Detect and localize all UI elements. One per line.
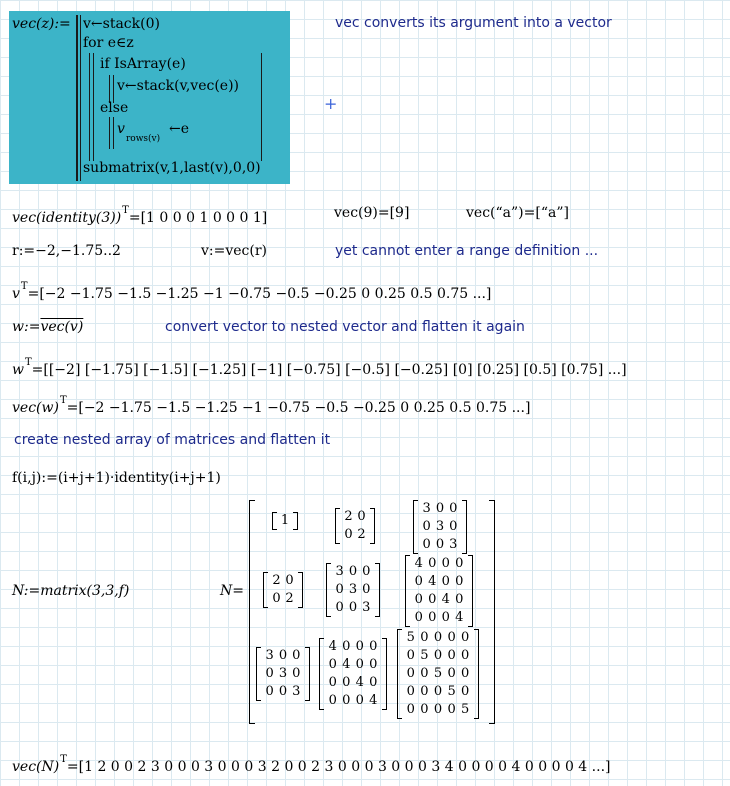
matrix-cell: 0 [449,501,458,516]
outer-bracket-right [489,500,495,724]
matrix-cell: 0 [433,630,443,645]
matrix-cell: 0 [420,630,429,645]
matrix-bracket [468,555,473,627]
program-line-3: if IsArray(e) [100,56,186,72]
matrix-row [326,563,380,581]
matrix-cell: 3 [449,537,458,552]
program-line-6: v [117,121,125,137]
matrix-row [326,599,380,617]
expr-v-transpose[interactable]: $v^T=[-2 -1.75 -1.5 -1.25 -1 -0.75 -0.5 -0.25$ 0 0.25 0.5 0.75 ...] [12,281,492,302]
matrix-cell: 3 [362,600,371,615]
matrix-cell: 3 [335,564,344,579]
expr-N-eq: N= [220,583,244,599]
matrix-cell: 0 [265,684,274,699]
matrix-row [319,656,387,674]
submatrix-m00 [272,512,298,530]
matrix-cell: 0 [355,657,364,672]
matrix-cell: 0 [455,556,464,571]
matrix-cell: 0 [292,666,301,681]
matrix-cell: 0 [449,519,458,534]
matrix-bracket [370,508,375,544]
matrix-cell: 5 [447,684,456,699]
matrix-cell: 0 [414,592,423,607]
program-bar-for [89,53,90,161]
matrix-cell: 0 [428,592,437,607]
matrix-cell: 0 [369,675,378,690]
submatrix-m22 [397,629,479,719]
matrix-cell: 0 [272,591,281,606]
matrix-cell: 0 [447,648,456,663]
matrix-row [397,701,479,719]
matrix-cell: 0 [455,574,464,589]
matrix-cell: 0 [342,675,351,690]
matrix-bracket [263,572,268,608]
matrix-row [263,572,303,590]
matrix-row [335,508,375,526]
matrix-cell: 0 [357,509,366,524]
matrix-cell: 0 [278,648,288,663]
matrix-cell: 0 [435,537,445,552]
matrix-row [397,647,479,665]
program-bar-right [261,53,262,161]
matrix-cell: 2 [357,527,366,542]
expr-w-def[interactable]: w:=vec(v) [12,319,84,335]
matrix-cell: 0 [406,666,415,681]
matrix-bracket [413,500,418,554]
matrix-cell: 0 [285,573,294,588]
program-bar-else [109,117,110,149]
matrix-cell: 0 [406,648,415,663]
matrix-row [397,629,479,647]
matrix-cell: 0 [344,527,353,542]
expr-v-def[interactable]: v:=vec(r) [201,243,268,259]
expr-vec-w[interactable]: $vec(w)^T=[-2 -1.75 -1.5 -1.25 -1 -0.75 -0.5 -0.25$ 0 0.25 0.5 0.75 ...] [12,395,531,416]
outer-bracket-left [249,500,255,724]
matrix-row [397,665,479,683]
matrix-cell: 0 [342,693,351,708]
matrix-cell: 5 [433,666,443,681]
expr-N-def[interactable]: N:=matrix(3,3,f) [12,583,130,599]
matrix-row [319,692,387,710]
program-bar-if2 [113,75,114,103]
matrix-bracket [405,555,410,627]
matrix-cell: 0 [355,639,364,654]
matrix-cell: 0 [420,702,429,717]
submatrix-m01 [335,508,375,544]
matrix-row [256,647,310,665]
expr-f-def[interactable]: f(i,j):=(i+j+1)·identity(i+j+1) [12,470,221,486]
matrix-cell: 5 [420,648,429,663]
matrix-row [263,590,303,608]
comment-nested: convert vector to nested vector and flatten it again [165,319,525,335]
matrix-cell: 0 [428,556,437,571]
matrix-cell: 4 [455,610,464,625]
matrix-cell: 0 [441,574,450,589]
matrix-cell: 4 [369,693,378,708]
matrix-cell: 0 [447,702,456,717]
cursor-crosshair-icon: + [324,94,338,113]
program-line-1: v←stack(0) [83,16,160,32]
matrix-row [413,500,467,518]
matrix-row [405,555,473,573]
program-bar-for2 [93,53,94,161]
matrix-cell: 0 [414,574,423,589]
matrix-bracket [326,563,331,617]
program-line-6-assign: ←e [169,121,190,137]
matrix-cell: 0 [461,648,470,663]
matrix-cell: 0 [433,702,443,717]
matrix-cell: 0 [461,630,470,645]
submatrix-m20 [256,647,310,701]
matrix-cell: 0 [342,639,351,654]
matrix-cell: 0 [369,657,378,672]
matrix-cell: 0 [420,684,429,699]
matrix-cell: 3 [348,582,358,597]
matrix-cell: 0 [420,666,429,681]
matrix-cell: 0 [441,610,450,625]
matrix-cell: 3 [422,501,431,516]
matrix-cell: 0 [406,702,415,717]
matrix-cell: 0 [447,630,456,645]
matrix-row [335,526,375,544]
program-header: vec(z):= [12,16,71,32]
program-line-5: else [100,100,129,116]
matrix-cell: 0 [433,648,443,663]
expr-vec-N[interactable]: $vec(N)^T=[1$ 2 0 0 2 3 0 0 0 3 0 0 0 3 2 0 0 2 3 0 0 0 3 0 0 0 3 4 0 0 0 0 4 0 0 0 0 4 ...] [12,754,611,775]
matrix-row [319,674,387,692]
matrix-cell: 0 [422,537,431,552]
matrix-cell: 0 [348,564,358,579]
program-line-2: for e∈z [83,35,134,51]
matrix-cell: 0 [328,693,337,708]
matrix-row [326,581,380,599]
matrix-cell: 2 [285,591,294,606]
matrix-cell: 4 [428,574,437,589]
matrix-cell: 0 [328,657,337,672]
program-line-6-sub: rows(v) [126,134,161,144]
matrix-cell: 0 [278,684,288,699]
matrix-cell: 4 [414,556,423,571]
program-line-7: submatrix(v,1,last(v),0,0) [83,160,261,176]
matrix-cell: 5 [406,630,415,645]
matrix-cell: 0 [461,666,470,681]
matrix-cell: 0 [292,648,301,663]
submatrix-m21 [319,638,387,710]
matrix-cell: 0 [455,592,464,607]
expr-r-def[interactable]: r:=−2,−1.75..2 [12,243,121,259]
matrix-cell: 0 [435,501,445,516]
matrix-cell: 0 [461,684,470,699]
expr-w-transpose[interactable]: $w^T=[[-2]$ [−1.75] [−1.5] [−1.25] [−1] [−0.75] [−0.5] [−0.25] [0] [0.25] [0.5] [0.75] ...] [12,357,627,378]
matrix-cell: 0 [414,610,423,625]
matrix-cell: 0 [335,600,344,615]
expr-vec-a[interactable]: vec(“a”)=[“a”] [466,205,569,221]
matrix-row [319,638,387,656]
matrix-cell: 0 [447,666,456,681]
comment-nested-array: create nested array of matrices and flatten it [14,432,331,448]
matrix-row [405,609,473,627]
matrix-bracket [319,638,324,710]
matrix-cell: 0 [362,582,371,597]
matrix-row [413,536,467,554]
matrix-cell: 4 [355,675,364,690]
matrix-bracket [462,500,467,554]
matrix-bracket [382,638,387,710]
matrix-cell: 4 [328,639,337,654]
matrix-bracket [293,512,298,530]
program-line-4: v←stack(v,vec(e)) [117,78,239,94]
matrix-cell: 2 [344,509,353,524]
submatrix-m02 [413,500,467,554]
matrix-cell: 0 [422,519,431,534]
matrix-cell: 1 [280,513,290,528]
matrix-cell: 3 [292,684,301,699]
submatrix-m10 [263,572,303,608]
program-bar-outer [76,15,78,181]
matrix-cell: 0 [265,666,274,681]
matrix-cell: 2 [272,573,281,588]
matrix-row [397,683,479,701]
matrix-row [256,665,310,683]
matrix-bracket [375,563,380,617]
matrix-cell: 0 [348,600,358,615]
matrix-cell: 4 [441,592,450,607]
matrix-bracket [397,629,402,719]
matrix-bracket [256,647,261,701]
matrix-cell: 0 [362,564,371,579]
program-bar-else2 [113,117,114,149]
matrix-cell: 0 [355,693,364,708]
matrix-cell: 0 [441,556,450,571]
matrix-cell: 3 [265,648,274,663]
matrix-cell: 4 [342,657,351,672]
vec-program-region[interactable] [9,11,290,184]
matrix-cell: 0 [428,610,437,625]
matrix-cell: 0 [406,684,415,699]
matrix-cell: 0 [369,639,378,654]
matrix-cell: 0 [328,675,337,690]
matrix-bracket [474,629,479,719]
matrix-bracket [335,508,340,544]
matrix-cell: 0 [335,582,344,597]
matrix-row [413,518,467,536]
matrix-cell: 3 [435,519,445,534]
matrix-cell: 0 [433,684,443,699]
matrix-row [405,591,473,609]
matrix-bracket [298,572,303,608]
matrix-bracket [305,647,310,701]
matrix-cell: 3 [278,666,288,681]
comment-range: yet cannot enter a range definition ... [335,243,599,259]
matrix-row [256,683,310,701]
comment-vec: vec converts its argument into a vector [335,15,612,31]
expr-vec-identity[interactable]: vec(identity(3))$^T$=[1 0 0 0 1 0 0 0 1] [12,205,268,226]
expr-vec-9[interactable]: vec(9)=[9] [334,205,410,221]
matrix-cell: 5 [461,702,470,717]
matrix-row [405,573,473,591]
program-bar-if [109,75,110,103]
submatrix-m11 [326,563,380,617]
matrix-bracket [272,512,277,530]
submatrix-m12 [405,555,473,627]
program-bar-outer2 [80,15,81,181]
